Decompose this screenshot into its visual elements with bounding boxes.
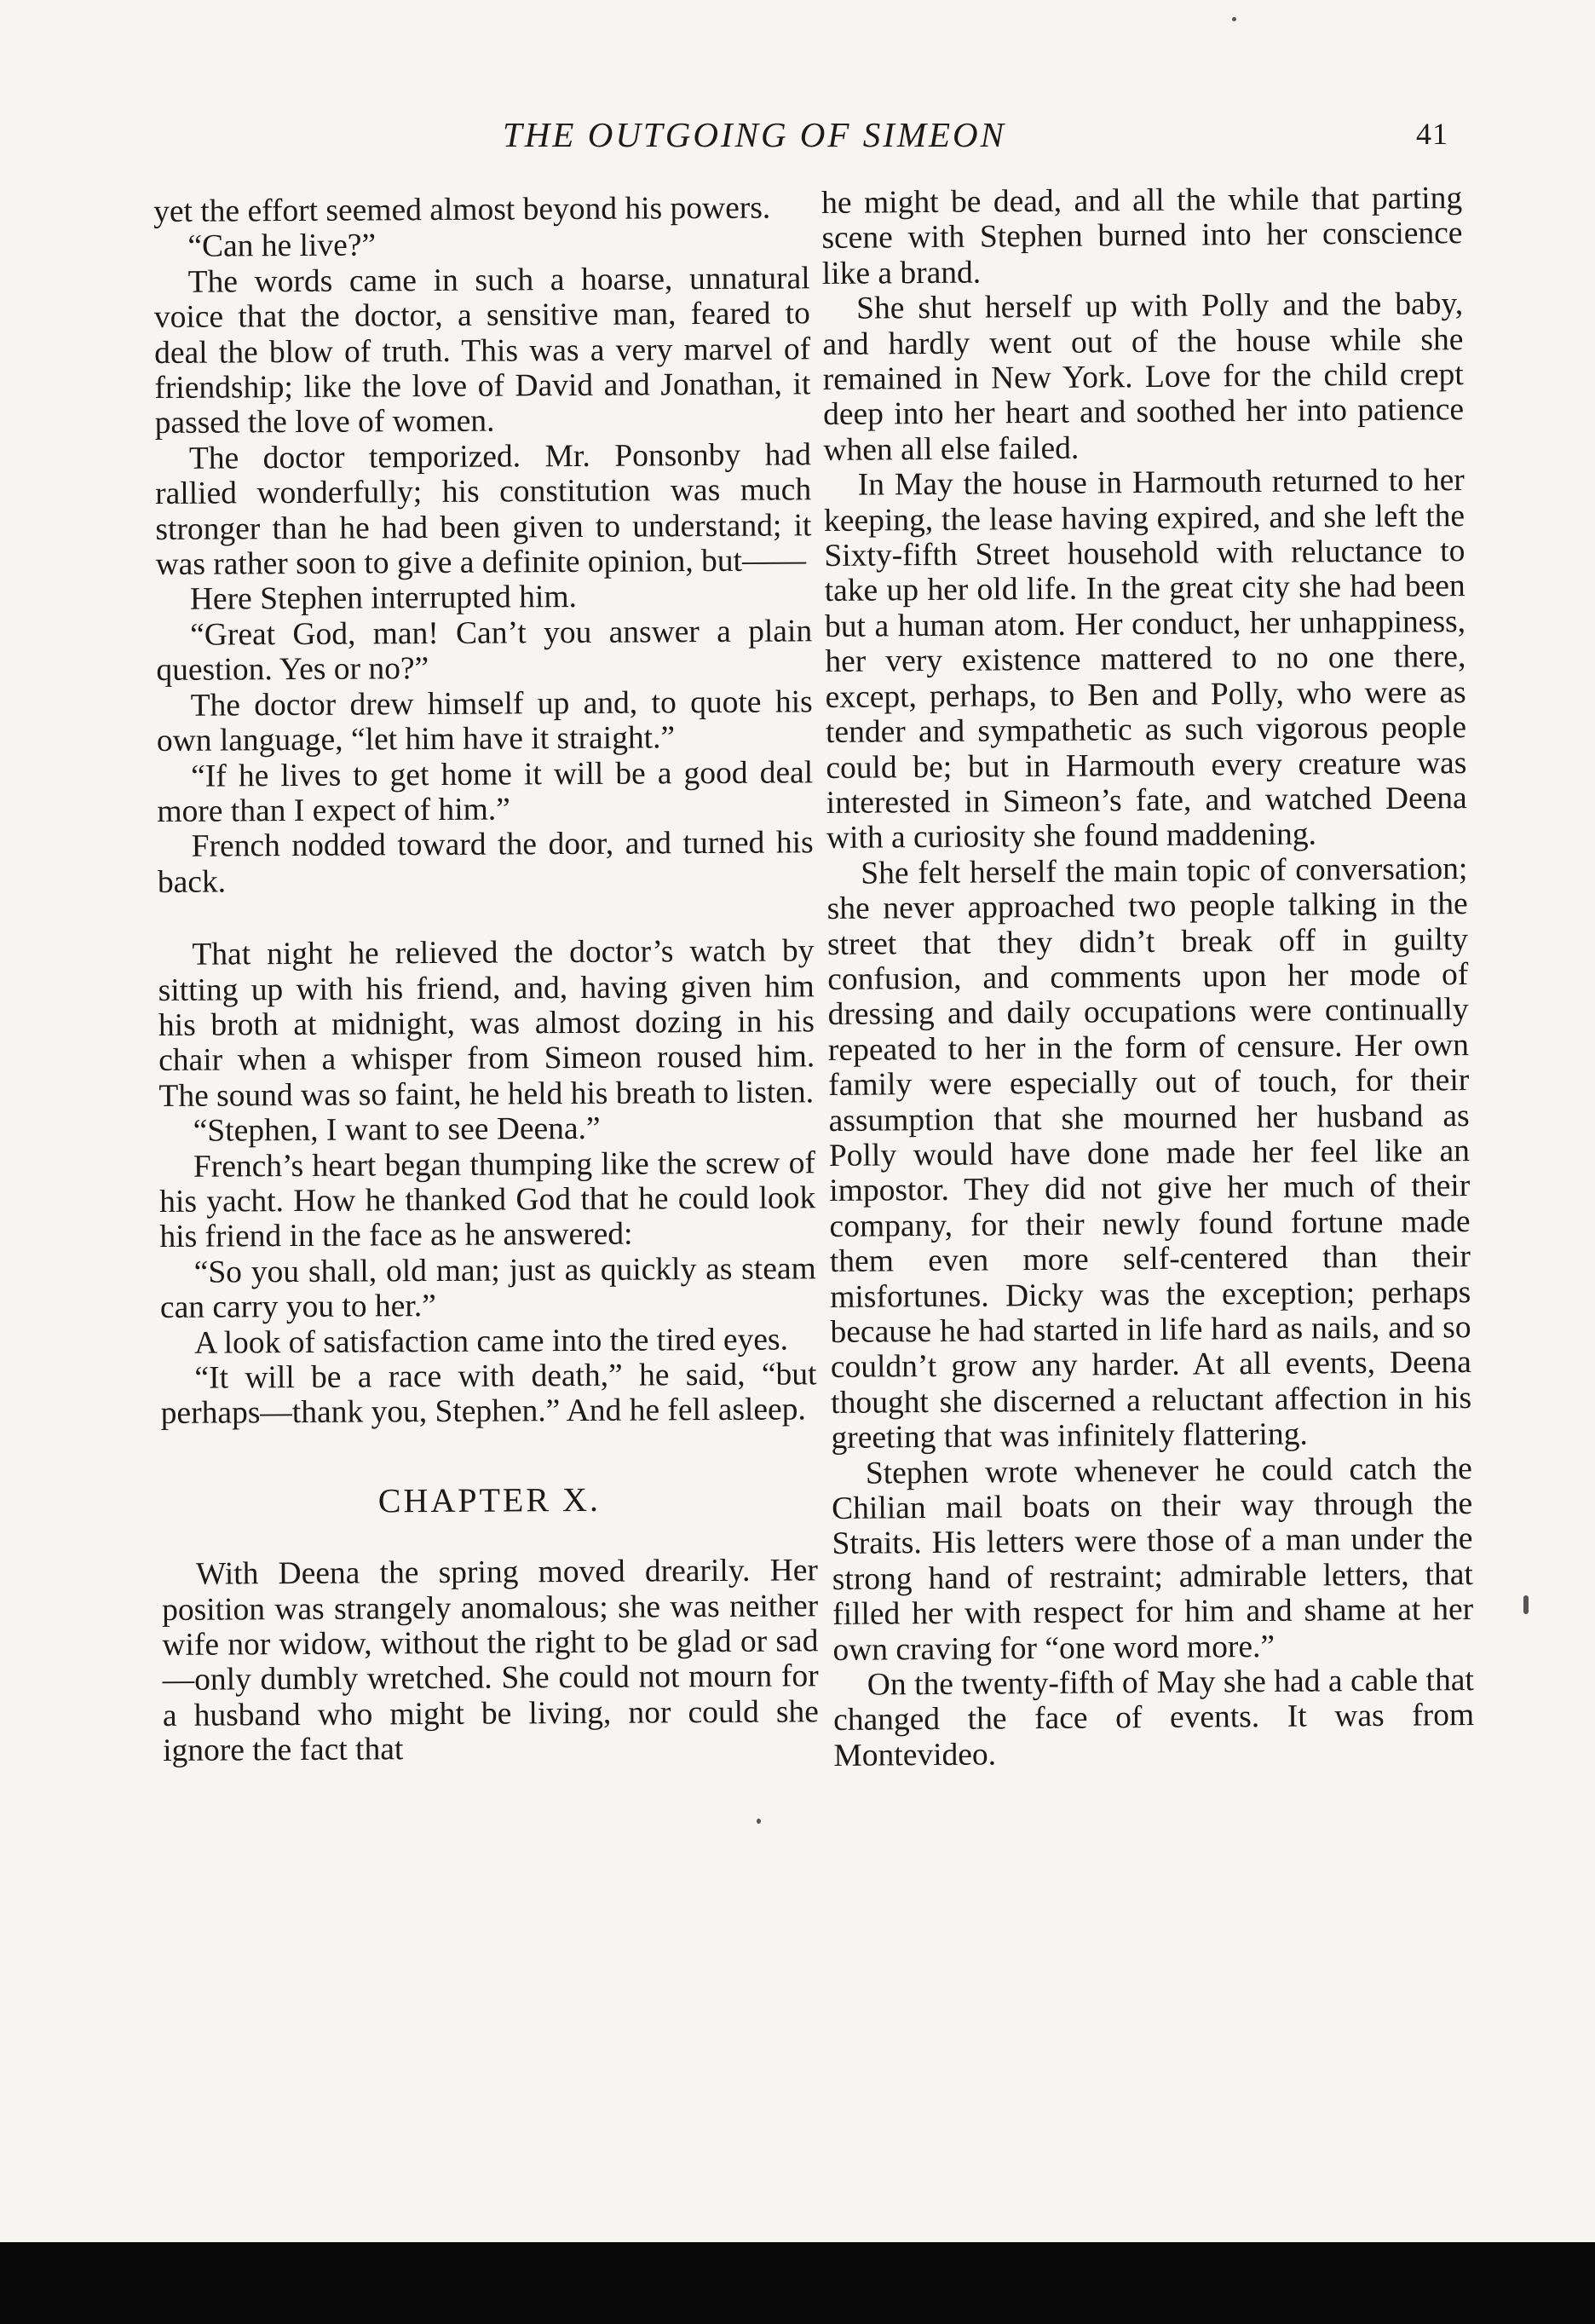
ink-speck [1232, 17, 1236, 21]
paragraph: She felt herself the main topic of conversation; she never approached two people talking in the street that they didn’t break off in guilty confusion, and comments upon her mode of dressing and daily occupations were continually repeated to her in the form of censure. Her own family were especially out of touch, for their assumption that she mourned her husband as Polly would have done made her feel like an impostor. They did not give her much of their company, for their newly found fortune made them even more self-centered than their misfortunes. Dicky was the exception; perhaps because he had started in life hard as nails, and so couldn’t grow any harder. At all events, Deena thought she discerned a reluctant affection in his greeting that was infinitely flattering. [826, 851, 1472, 1456]
right-column [821, 181, 1475, 1773]
paragraph: On the twenty-fifth of May she had a cable that changed the face of events. It was from Montevideo. [832, 1663, 1475, 1773]
paragraph: Here Stephen interrupted him. [189, 580, 578, 618]
paragraph: That night he relieved the doctor’s watch by sitting up with his friend, and, having given him his broth at midnight, was almost dozing in his chair when a whisper from Simeon roused him. The sound was so faint, he held his breath to listen. [158, 933, 815, 1114]
paragraph: In May the house in Harmouth returned to her keeping, the lease having expired, and she left the Sixty-fifth Street household with reluctance to take up her old life. In the great city she had been but a human atom. Her conduct, her unhappiness, her very existence mattered to no one there, except, perhaps, to Ben and Polly, who were as tender and sympathetic as such vigorous people could be; but in Harmouth every creature was interested in Simeon’s fate, and watched Deena with a curiosity she found maddening. [823, 463, 1467, 856]
paragraph: A look of satisfaction came into the tired eyes. [194, 1322, 789, 1361]
paragraph: With Deena the spring moved drearily. Her position was strangely anomalous; she was neither wife nor widow, without the right to be glad or sad—only dumbly wretched. She could not mourn for a husband who might be living, nor could she ignore the fact that [162, 1553, 820, 1769]
paragraph: yet the effort seemed almost beyond his powers. [153, 190, 771, 229]
paragraph: “If he lives to get home it will be a good deal more than I expect of him.” [157, 754, 814, 829]
paragraph: The doctor drew himself up and, to quote his own language, “let him have it straight.” [156, 683, 813, 759]
section-break [158, 896, 814, 937]
paragraph: “So you shall, old man; just as quickly as steam can carry you to her.” [159, 1251, 816, 1326]
paragraph: The words came in such a hoarse, unnatural voice that the doctor, a sensitive man, feared to deal the blow of truth. This was a very marvel of friendship; like the love of David and Jonathan, it passed the love of women. [153, 261, 811, 441]
ink-speck [1523, 1595, 1529, 1614]
paragraph: French’s heart began thumping like the screw of his yacht. How he thanked God that he could look his friend in the face as he answered: [159, 1145, 816, 1255]
ink-speck [757, 1819, 761, 1824]
paragraph: Stephen wrote whenever he could catch the Chilian mail boats on their way through the Straits. His letters were those of a man under the strong hand of restraint; admirable letters, that filled her with respect for him and shame at her own craving for “one word more.” [832, 1450, 1474, 1668]
scan-bottom-edge [0, 2242, 1595, 2324]
left-column [153, 190, 819, 1768]
paragraph: She shut herself up with Polly and the baby, and hardly went out of the house while she remained in New York. Love for the child crept deep into her heart and soothed her into patience when all else failed. [822, 286, 1465, 468]
paragraph: The doctor temporized. Mr. Ponsonby had rallied wonderfully; his constitution was much stronger than he had been given to understand; it was rather soon to give a definite opinion, but—— [155, 437, 812, 583]
paragraph: French nodded toward the door, and turned his back. [157, 825, 814, 900]
running-head: THE OUTGOING OF SIMEON [503, 115, 1007, 154]
paragraph: “It will be a race with death,” he said, “but perhaps—thank you, Stephen.” And he fell asleep. [160, 1357, 817, 1432]
paragraph: “Great God, man! Can’t you answer a plain question. Yes or no?” [156, 614, 813, 689]
page-header [0, 114, 1595, 165]
paragraph: he might be dead, and all the while that parting scene with Stephen burned into her conscience like a brand. [821, 181, 1463, 291]
paragraph: “Stephen, I want to see Deena.” [193, 1110, 601, 1149]
paragraph: “Can he live?” [187, 228, 377, 265]
page-number: 41 [1416, 117, 1448, 151]
chapter-heading: CHAPTER X. [377, 1479, 602, 1520]
